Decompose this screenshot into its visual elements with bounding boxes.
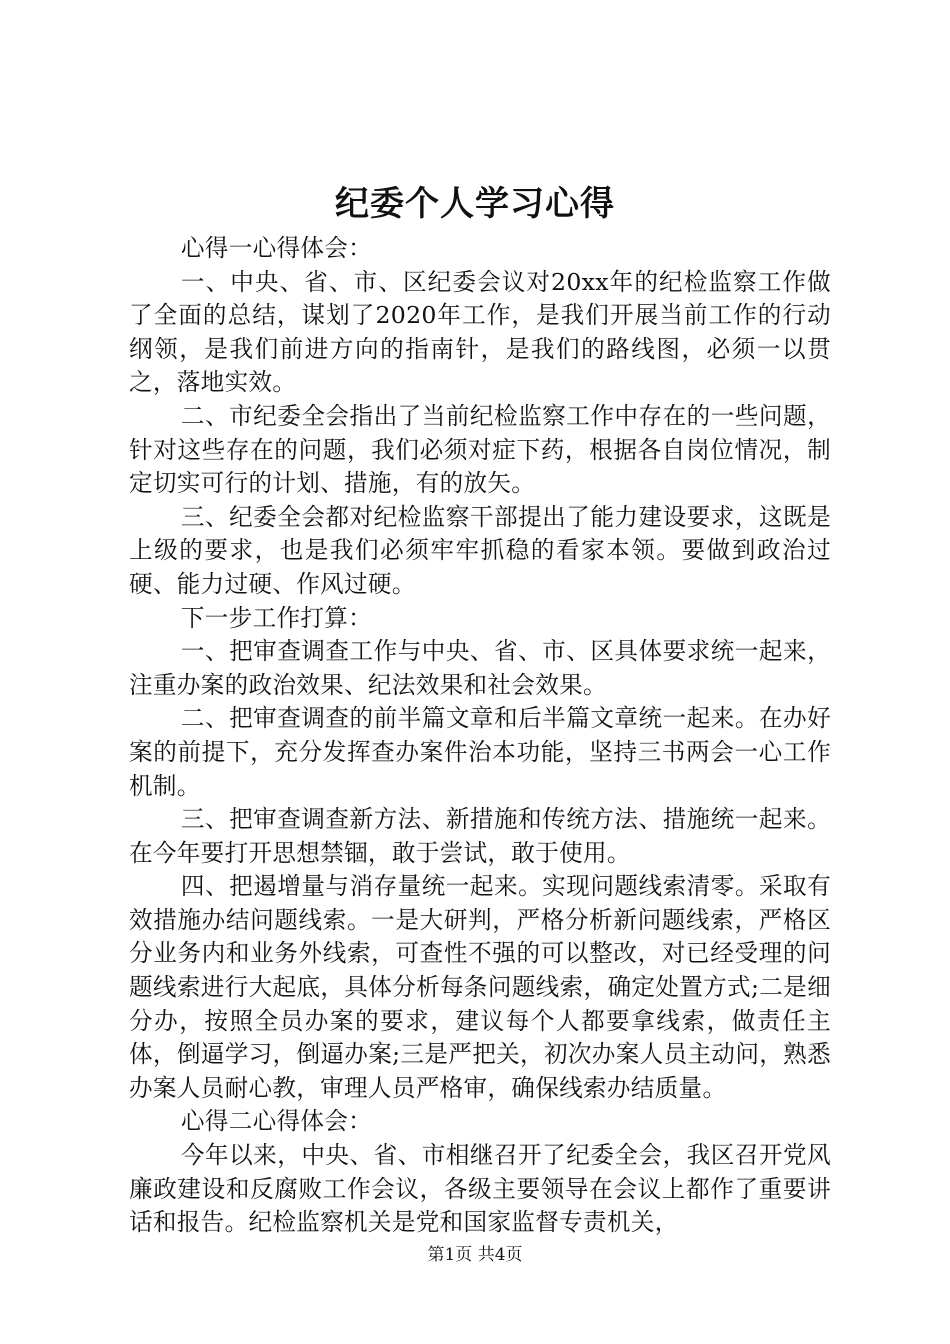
paragraph: 三、把审查调查新方法、新措施和传统方法、措施统一起来。在今年要打开思想禁锢，敢于尝试，敢于使用。 (129, 805, 831, 867)
paragraph: 三、纪委全会都对纪检监察干部提出了能力建设要求，这既是上级的要求，也是我们必须牢牢抓稳的看家本领。要做到政治过硬、能力过硬、作风过硬。 (129, 502, 831, 598)
paragraph: 四、把遏增量与消存量统一起来。实现问题线索清零。采取有效措施办结问题线索。一是大研判，严格分析新问题线索，严格区分业务内和业务外线索，可查性不强的可以整改，对已经受理的问题线索进行大起底，具体分析每条问题线索，确定处置方式;二是细分办，按照全员办案的要求，建议每个人都要拿线索，做责任主体，倒逼学习，倒逼办案;三是严把关，初次办案人员主动问，熟悉办案人员耐心教，审理人员严格审，确保线索办结质量。 (129, 872, 831, 1102)
paragraph: 今年以来，中央、省、市相继召开了纪委全会，我区召开党风廉政建设和反腐败工作会议，各级主要领导在会议上都作了重要讲话和报告。纪检监察机关是党和国家监督专责机关， (129, 1141, 831, 1237)
paragraph: 一、把审查调查工作与中央、省、市、区具体要求统一起来，注重办案的政治效果、纪法效果和社会效果。 (129, 637, 831, 699)
document-body (129, 232, 831, 1240)
paragraph: 二、把审查调查的前半篇文章和后半篇文章统一起来。在办好案的前提下，充分发挥查办案件治本功能，坚持三书两会一心工作机制。 (129, 704, 831, 800)
paragraph: 心得一心得体会： (180, 234, 373, 262)
paragraph: 二、市纪委全会指出了当前纪检监察工作中存在的一些问题，针对这些存在的问题，我们必须对症下药，根据各自岗位情况，制定切实可行的计划、措施，有的放矢。 (129, 401, 831, 498)
document-title: 纪委个人学习心得 (335, 184, 615, 224)
paragraph: 一、中央、省、市、区纪委会议对20xx年的纪检监察工作做了全面的总结，谋划了2020年工作，是我们开展当前工作的行动纲领，是我们前进方向的指南针，是我们的路线图，必须一以贯之，落地实效。 (129, 267, 831, 397)
page-footer: 第1页 共4页 (427, 1245, 523, 1265)
paragraph: 下一步工作打算： (180, 603, 373, 632)
paragraph: 心得二心得体会： (180, 1107, 373, 1136)
